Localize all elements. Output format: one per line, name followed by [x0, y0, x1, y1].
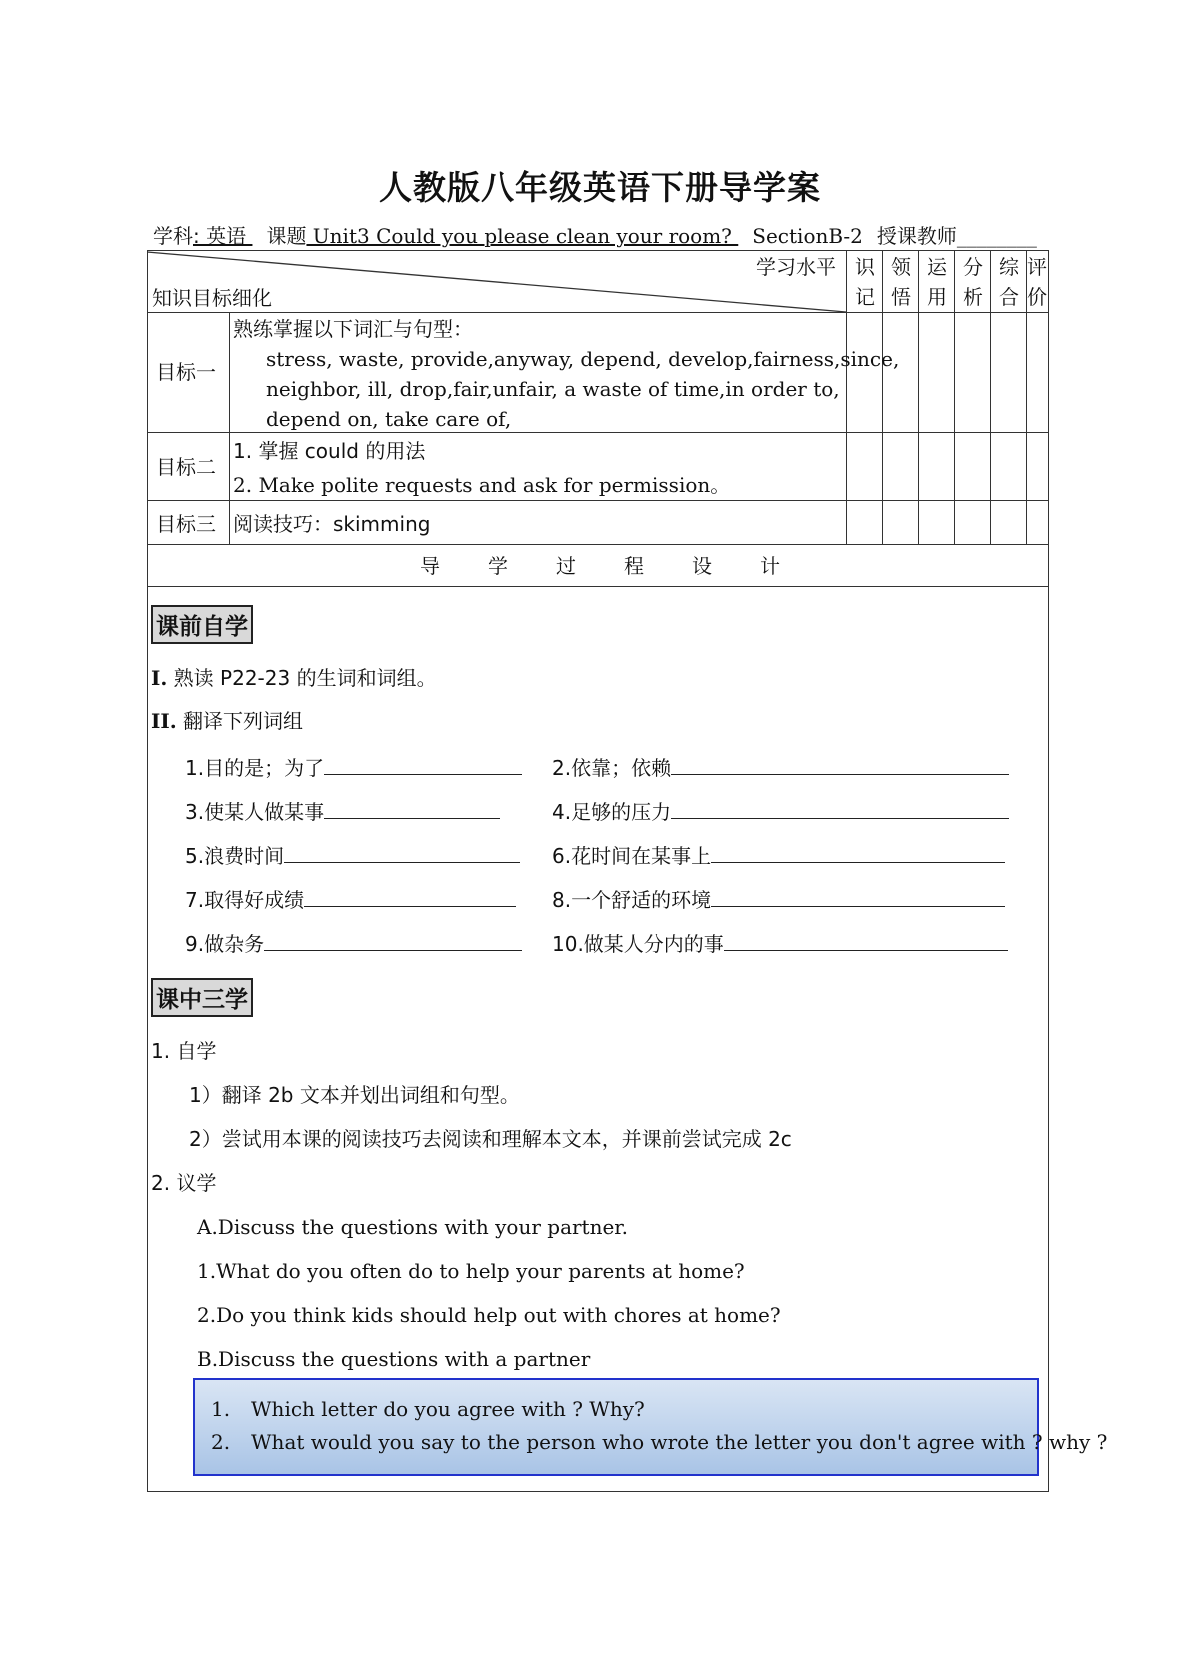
question-1 [211, 1396, 645, 1422]
rule-label-col [229, 312, 230, 544]
col-yunyong-bottom: 用 [927, 285, 947, 309]
col-shiji-bottom: 记 [855, 285, 875, 309]
answer-blank[interactable] [304, 886, 516, 907]
col-zonghe-top: 综 [999, 255, 1019, 279]
discussion-question-box [193, 1378, 1039, 1476]
process-char: 过 [556, 554, 576, 578]
goal2-label: 目标二 [156, 455, 216, 479]
rule-process [147, 586, 1049, 587]
goal1-line2: stress, waste, provide,anyway, depend, develop,fairness,since, [266, 347, 900, 371]
lesson-meta [153, 220, 1037, 249]
rule-goal3 [147, 544, 1049, 545]
phrase-item: 1.目的是；为了 [185, 752, 522, 781]
discuss-a: A.Discuss the questions with your partner. [197, 1215, 629, 1239]
answer-blank[interactable] [711, 886, 1005, 907]
process-design-heading [396, 553, 804, 579]
goal3-label: 目标三 [156, 512, 216, 536]
phrase-item: 2.依靠；依赖 [552, 752, 1009, 781]
process-char: 设 [692, 554, 712, 578]
goal1-line3: neighbor, ill, drop,fair,unfair, a waste of time,in order to, [266, 377, 840, 401]
self-study-a: 1）翻译 2b 文本并划出词组和句型。 [189, 1083, 520, 1107]
answer-blank[interactable] [284, 842, 520, 863]
col-fenxi-top: 分 [963, 255, 983, 279]
answer-blank[interactable] [671, 754, 1009, 775]
answer-blank[interactable] [324, 754, 522, 775]
section-label: SectionB-2 [752, 224, 863, 248]
item1-text: 熟读 P22-23 的生词和词组。 [167, 666, 437, 690]
process-char: 程 [624, 554, 644, 578]
item2-text: 翻译下列词组 [176, 709, 304, 733]
col-lingwu-top: 领 [891, 255, 911, 279]
self-study-b: 2）尝试用本课的阅读技巧去阅读和理解本文本，并课前尝试完成 2c [189, 1127, 792, 1151]
process-char: 学 [488, 554, 508, 578]
goal1-line4: depend on, take care of, [266, 407, 512, 431]
self-study-heading: 1. 自学 [151, 1039, 217, 1063]
goal2-line2: 2. Make polite requests and ask for permission。 [233, 473, 731, 497]
phrase-item: 8.一个舒适的环境 [552, 884, 1005, 913]
phrase-item: 6.花时间在某事上 [552, 840, 1005, 869]
col-zonghe-bottom: 合 [999, 285, 1019, 309]
answer-blank[interactable] [324, 798, 500, 819]
topic-label: 课题 [266, 224, 307, 248]
preclass-item1 [151, 665, 437, 691]
inclass-heading: 课中三学 [151, 978, 253, 1017]
answer-blank[interactable] [671, 798, 1009, 819]
phrase-item: 3.使某人做某事 [185, 796, 500, 825]
teacher-label: 授课教师 [876, 224, 957, 248]
discuss-heading: 2. 议学 [151, 1171, 217, 1195]
level-label: 学习水平 [756, 255, 836, 279]
question-text: What would you say to the person who wrote the letter you don't agree with ? why ? [251, 1430, 1108, 1454]
phrase-item: 4.足够的压力 [552, 796, 1009, 825]
answer-blank[interactable] [711, 842, 1005, 863]
topic-value: Unit3 Could you please clean your room? [306, 224, 739, 248]
teacher-blank: ________ [956, 224, 1037, 248]
question-number: 2. [211, 1430, 231, 1454]
col-fenxi-bottom: 析 [963, 285, 983, 309]
phrase-item: 7.取得好成绩 [185, 884, 516, 913]
phrase-item: 10.做某人分内的事 [552, 928, 1008, 957]
goal1-label: 目标一 [156, 360, 216, 384]
goal3-line1: 阅读技巧：skimming [233, 512, 431, 536]
question-number: 1. [211, 1397, 231, 1421]
discuss-q2: 2.Do you think kids should help out with chores at home? [197, 1303, 781, 1327]
knowledge-label: 知识目标细化 [152, 286, 272, 310]
process-char: 计 [760, 554, 780, 578]
answer-blank[interactable] [724, 930, 1008, 951]
question-2 [211, 1429, 1107, 1455]
subject-value: : 英语 [193, 224, 253, 248]
answer-blank[interactable] [264, 930, 522, 951]
question-text: Which letter do you agree with ? Why? [251, 1397, 645, 1421]
phrase-item: 5.浪费时间 [185, 840, 520, 869]
col-lingwu-bottom: 悟 [891, 285, 911, 309]
goal1-line1: 熟练掌握以下词汇与句型： [233, 317, 473, 341]
discuss-b: B.Discuss the questions with a partner [197, 1347, 591, 1371]
process-char: 导 [420, 554, 440, 578]
page-title: 人教版八年级英语下册导学案 [379, 168, 821, 207]
discuss-q1: 1.What do you often do to help your parents at home? [197, 1259, 745, 1283]
preclass-heading: 课前自学 [151, 605, 253, 644]
col-shiji-top: 识 [855, 255, 875, 279]
col-yunyong-top: 运 [927, 255, 947, 279]
goal2-line1: 1. 掌握 could 的用法 [233, 439, 426, 463]
preclass-item2 [151, 708, 303, 734]
item2-num: II. [151, 709, 177, 733]
rule-goal2 [147, 500, 1049, 501]
subject-label: 学科 [153, 224, 193, 248]
col-pingjia-top: 评 [1027, 255, 1047, 279]
item1-num: I. [151, 666, 168, 690]
phrase-item: 9.做杂务 [185, 928, 522, 957]
rule-goal1 [147, 432, 1049, 433]
col-pingjia-bottom: 价 [1027, 285, 1047, 309]
